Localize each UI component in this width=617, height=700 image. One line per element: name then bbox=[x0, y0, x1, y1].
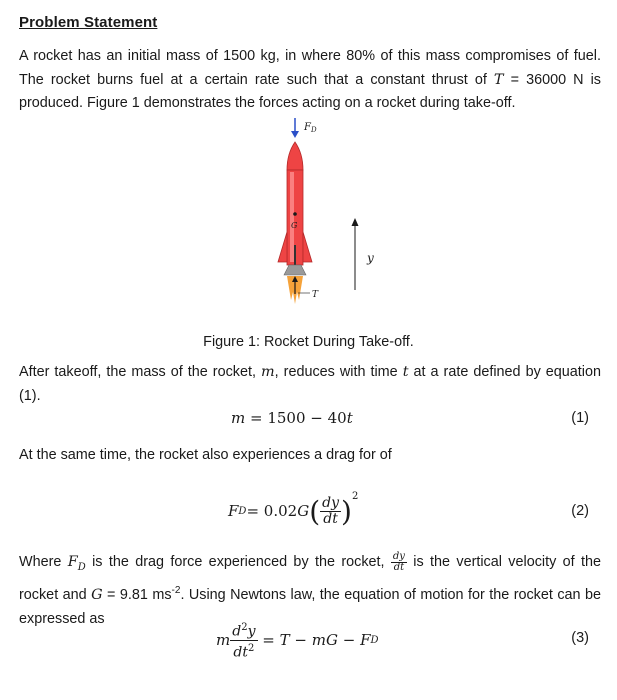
intro-text-1: A rocket has an initial mass of 1500 kg, in where 80% of this mass compromises of fuel. The rocket burns fuel at a certain rate such that a constant thrust of bbox=[19, 48, 601, 88]
intro-paragraph bbox=[19, 45, 601, 116]
equation-3-number: (3) bbox=[571, 630, 589, 646]
rocket-highlight bbox=[290, 172, 294, 262]
eq2-F: F bbox=[228, 502, 239, 520]
p4-F: F bbox=[67, 554, 78, 570]
eq3-num-exp: 2 bbox=[241, 621, 248, 633]
p4-text-5: . Using Newtons law, the equation of motion for the rocket can be expressed as bbox=[19, 587, 601, 627]
p4-G: G bbox=[91, 587, 103, 604]
rocket-right-fin bbox=[303, 232, 312, 262]
mass-symbol: m bbox=[261, 364, 275, 380]
eq3-denominator bbox=[230, 641, 257, 661]
eq3-m: m bbox=[216, 631, 231, 649]
rocket-left-fin bbox=[278, 232, 287, 262]
eq1-rhs: = 1500 − 40 bbox=[245, 409, 347, 427]
eq3-y: y bbox=[247, 623, 256, 640]
equation-1 bbox=[231, 409, 353, 427]
eq2-numerator: dy bbox=[322, 494, 339, 511]
thrust-label: T bbox=[312, 290, 319, 300]
thrust-symbol: T bbox=[493, 71, 504, 88]
mass-text-3: at a rate defined by equation (1). bbox=[19, 364, 601, 404]
p4-velocity-fraction bbox=[391, 552, 407, 573]
p4-exponent: -2 bbox=[171, 585, 181, 597]
eq2-power: 2 bbox=[351, 491, 359, 502]
eq3-dt: dt bbox=[233, 644, 248, 661]
eq2-fraction bbox=[320, 496, 341, 527]
gravity-label: G bbox=[291, 221, 298, 230]
equation-2 bbox=[228, 489, 358, 533]
eq3-fraction bbox=[230, 620, 257, 660]
rocket-nose bbox=[287, 142, 303, 170]
mass-paragraph bbox=[19, 361, 601, 408]
rocket-nozzle bbox=[284, 265, 306, 275]
eq2-mid: = 0.02 bbox=[246, 502, 298, 520]
p4-dy: dy bbox=[392, 550, 405, 562]
mass-text-2: , reduces with time bbox=[274, 364, 403, 380]
drag-arrow-head bbox=[291, 131, 299, 138]
intro-text-2: = 36000 N is produced. Figure 1 demonstrates the forces acting on a rocket during take-off. bbox=[19, 71, 602, 111]
equation-1-number: (1) bbox=[571, 410, 589, 426]
mass-text-1: After takeoff, the mass of the rocket, bbox=[19, 364, 261, 380]
eq2-close-paren: ) bbox=[341, 494, 352, 528]
eq3-d: d bbox=[232, 623, 242, 640]
eq2-D: D bbox=[238, 505, 247, 517]
eq3-D: D bbox=[370, 634, 379, 646]
y-axis-label: y bbox=[367, 251, 374, 265]
rocket-figure bbox=[240, 112, 400, 324]
center-of-gravity-dot bbox=[293, 212, 297, 216]
equation-2-number: (2) bbox=[571, 503, 589, 519]
eq2-denominator: dt bbox=[323, 510, 338, 527]
figure-caption: Figure 1: Rocket During Take-off. bbox=[203, 334, 414, 350]
p4-text-4: = 9.81 ms bbox=[102, 587, 172, 604]
eq2-open-paren: ( bbox=[309, 494, 321, 528]
time-symbol: t bbox=[402, 364, 409, 380]
eq3-minus-1: − bbox=[289, 631, 312, 649]
eq3-F: F bbox=[360, 631, 371, 649]
section-heading: Problem Statement bbox=[19, 14, 158, 31]
eq1-t: t bbox=[346, 409, 353, 427]
eq3-equals: = bbox=[257, 631, 280, 649]
drag-force-sub: D bbox=[311, 126, 317, 134]
p4-text-3: is the vertical velocity of the rocket and bbox=[19, 554, 601, 604]
p4-D: D bbox=[77, 561, 86, 573]
eq3-T: T bbox=[279, 631, 290, 649]
equation-3 bbox=[216, 620, 379, 660]
drag-force-label: F bbox=[304, 122, 311, 133]
p4-text-2: is the drag force experienced by the rocket, bbox=[85, 554, 391, 570]
eq3-minus-2: − bbox=[337, 631, 361, 649]
p4-text-1: Where bbox=[19, 554, 68, 570]
eq3-mG: mG bbox=[311, 631, 338, 649]
eq3-den-exp: 2 bbox=[247, 642, 255, 654]
eq3-numerator bbox=[230, 620, 257, 641]
drag-intro-text: At the same time, the rocket also experiences a drag for of bbox=[19, 447, 392, 463]
p4-dt: dt bbox=[393, 561, 405, 573]
y-axis-head bbox=[352, 218, 359, 226]
rocket-center-fin bbox=[294, 245, 296, 265]
drag-intro-paragraph bbox=[19, 444, 601, 468]
eq2-G: G bbox=[297, 502, 310, 520]
eq1-lhs: m bbox=[231, 409, 246, 427]
